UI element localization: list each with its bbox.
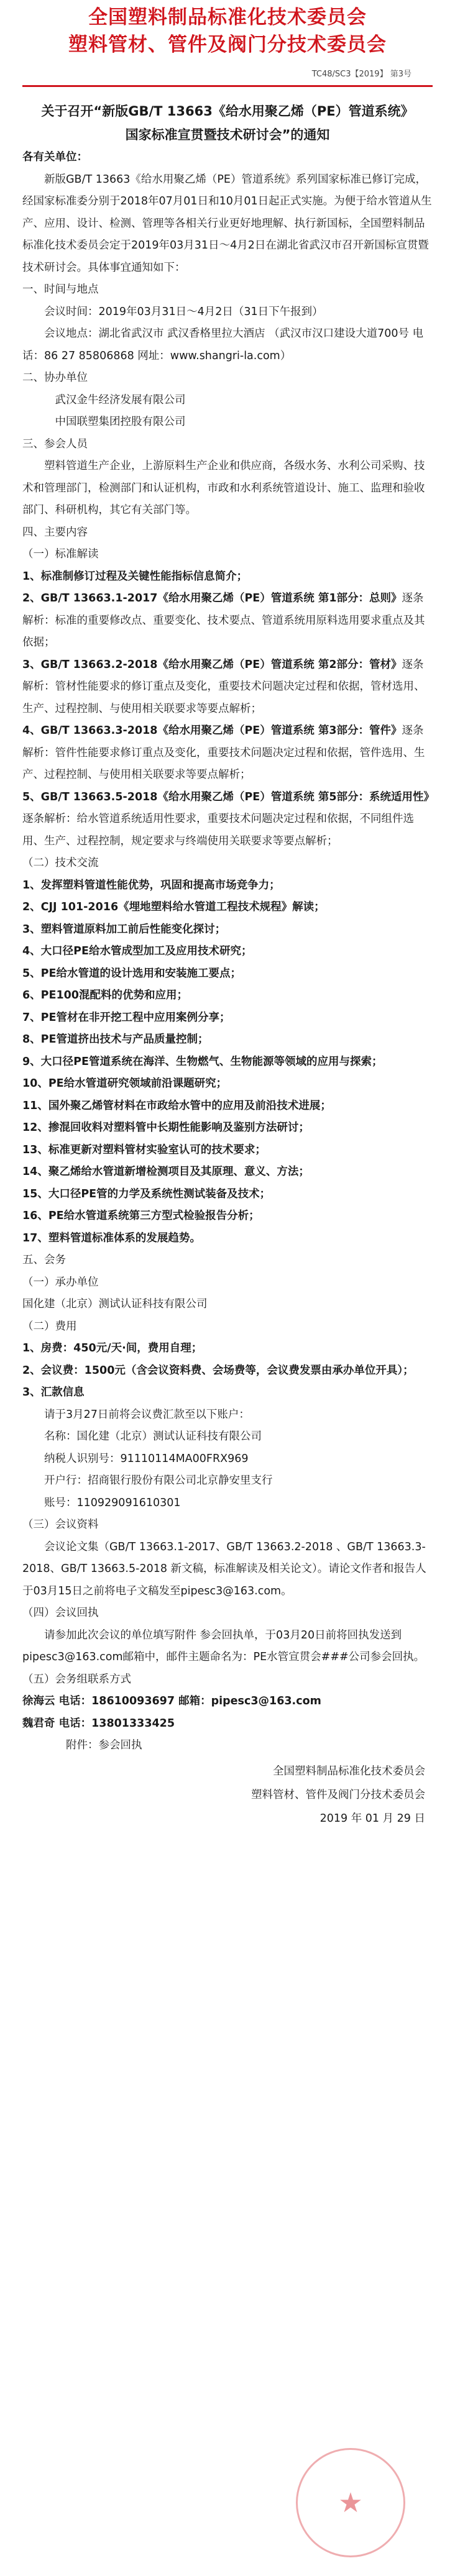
account-name: 名称：国化建（北京）测试认证科技有限公司 [44,1430,262,1443]
subsection-fees: （二）费用 [22,1320,77,1333]
fee-room: 1、房费：450元/天·间，费用自理； [22,1342,203,1354]
tech-topic: 5、PE给水管道的设计选用和安装施工要点； [22,967,241,980]
salutation: 各有关单位： [22,151,88,163]
content-item-4-text: 逐条解析：管件性能要求修订重点及变化，重要技术问题决定过程和依据，管件选用、生产、过程控制、与使用相关联要求等要点解析； [22,724,425,781]
content-item-5 [22,787,433,853]
section-2-heading: 二、协办单位 [22,372,88,384]
signature-org-2: 塑料管材、管件及阀门分技术委员会 [251,1788,425,1801]
tech-topic: 10、PE给水管道研究领域前沿课题研究； [22,1077,228,1090]
content-item-3-text: 逐条解析：管材性能要求的修订重点及变化，重要技术问题决定过程和依据，管材选用、生产、过程控制、与使用相关联要求等要点解析； [22,658,425,715]
signature-block [22,1760,433,1830]
contact-1: 徐海云 电话：18610093697 邮箱：pipesc3@163.com [22,1695,321,1707]
signature-date: 2019 年 01 月 29 日 [319,1812,425,1825]
subsection-receipt: （四）会议回执 [22,1607,99,1619]
title-line-1: 关于召开“新版GB/T 13663《给水用聚乙烯（PE）管道系统》 [41,104,414,119]
tech-topic: 16、PE给水管道系统第三方型式检验报告分析； [22,1210,260,1222]
section-4-heading: 四、主要内容 [22,526,88,539]
tech-topic: 12、掺混回收料对塑料管中长期性能影响及鉴别方法研讨； [22,1121,310,1134]
tech-topic: 1、发挥塑料管道性能优势，巩固和提高市场竞争力； [22,879,280,892]
section-3-heading: 三、参会人员 [22,437,88,450]
content-item-5-text: 逐条解析：给水管道系统适用性要求，重要技术问题决定过程和依据，不同组件选用、生产、过程控制，规定要求与终端使用关联要求等要点解析； [22,813,414,847]
tech-topic: 7、PE管材在非开挖工程中应用案例分享； [22,1011,231,1024]
official-seal-icon: ★ [296,2448,405,2557]
signature-org-1: 全国塑料制品标准化技术委员会 [273,1765,425,1778]
content-item-3 [22,654,433,721]
title-line-2: 国家标准宣贯暨技术研讨会”的通知 [125,127,330,142]
receipt-text: 请参加此次会议的单位填写附件 参会回执单，于03月20日前将回执发送到pipesc3@163.com邮箱中，邮件主题命名为：PE水管宣贯会###公司参会回执。 [22,1628,425,1663]
fee-conference: 2、会议费：1500元（含会议资料费、会场费等，会议费发票由承办单位开具）； [22,1364,414,1377]
materials-text: 会议论文集（GB/T 13663.1-2017、GB/T 13663.2-2018 、GB/T 13663.3-2018、GB/T 13663.5-2018 新文稿，标准解读及相关论文）。请论文作者和报告人于03月15日之前将电子文稿发至pipesc3@163.com。 [22,1540,426,1597]
subsection-technical-exchange: （二）技术交流 [22,857,99,869]
tech-topic: 9、大口径PE管道系统在海洋、生物燃气、生物能源等领域的应用与探索； [22,1055,383,1068]
content-item-4 [22,720,433,787]
content-item-2-title: 2、GB/T 13663.1-2017《给水用聚乙烯（PE）管道系统 第1部分：总则》 [22,592,402,605]
section-1-heading: 一、时间与地点 [22,283,99,296]
letterhead [22,0,433,58]
account-number: 账号：110929091610301 [44,1496,181,1509]
notice-body [22,147,433,1757]
meeting-place: 会议地点：湖北省武汉市 武汉香格里拉大酒店 （武汉市汉口建设大道700号 电话：86 27 85806868 网址：www.shangri-la.com） [22,327,424,362]
tech-topic: 13、标准更新对塑料管材实验室认可的技术要求； [22,1143,266,1156]
fee-remittance-heading: 3、汇款信息 [22,1386,85,1399]
subsection-contacts: （五）会务组联系方式 [22,1673,131,1686]
subsection-materials: （三）会议资料 [22,1519,99,1531]
technical-topics-list [22,875,433,1250]
subsection-standard-interpretation: （一）标准解读 [22,548,99,560]
co-organizer-2: 中国联塑集团控股有限公司 [55,416,186,428]
tech-topic: 14、聚乙烯给水管道新增检测项目及其原理、意义、方法； [22,1166,310,1178]
tech-topic: 4、大口径PE给水管成型加工及应用技术研究； [22,945,252,957]
subsection-host: （一）承办单位 [22,1276,99,1289]
tech-topic: 8、PE管道挤出技术与产品质量控制； [22,1033,209,1046]
tech-topic: 3、塑料管道原料加工前后性能变化探讨； [22,923,226,936]
contact-2: 魏君奇 电话：13801333425 [22,1717,175,1730]
tech-topic: 15、大口径PE管的力学及系统性测试装备及技术； [22,1187,271,1200]
bank-name: 开户行：招商银行股份有限公司北京静安里支行 [44,1474,273,1487]
tax-id: 纳税人识别号：91110114MA00FRX969 [44,1452,249,1465]
document-number: TC48/SC3【2019】 第3号 [311,70,411,79]
co-organizer-1: 武汉金牛经济发展有限公司 [55,393,186,406]
red-divider [22,85,433,87]
remittance-note: 请于3月27日前将会议费汇款至以下账户： [44,1408,250,1421]
content-item-2-text: 逐条解析：标准的重要修改点、重要变化、技术要点、管道系统用原料选用要求重点及其依据； [22,592,425,649]
content-item-1: 1、标准制修订过程及关键性能指标信息简介； [22,570,248,583]
tech-topic: 17、塑料管道标准体系的发展趋势。 [22,1231,201,1245]
letterhead-line-2: 塑料管材、管件及阀门分技术委员会 [68,34,387,56]
section-5-heading: 五、会务 [22,1254,66,1266]
content-item-5-title: 5、GB/T 13663.5-2018《给水用聚乙烯（PE）管道系统 第5部分：系统适用性》 [22,790,435,803]
attendees-text: 塑料管道生产企业，上游原料生产企业和供应商，各级水务、水利公司采购、技术和管理部门，检测部门和认证机构，市政和水利系统管道设计、施工、监理和验收部门、科研机构，其它有关部门等。 [22,460,425,516]
content-item-2 [22,588,433,654]
meeting-time: 会议时间：2019年03月31日～4月2日（31日下午报到） [44,305,323,318]
tech-topic: 6、PE100混配料的优势和应用； [22,989,188,1002]
tech-topic: 11、国外聚乙烯管材料在市政给水管中的应用及前沿技术进展； [22,1099,331,1112]
tech-topic: 2、CJJ 101-2016《埋地塑料给水管道工程技术规程》解读； [22,901,325,913]
host-organization: 国化建（北京）测试认证科技有限公司 [22,1298,208,1310]
content-item-4-title: 4、GB/T 13663.3-2018《给水用聚乙烯（PE）管道系统 第3部分：管件》 [22,724,402,737]
intro-paragraph: 新版GB/T 13663《给水用聚乙烯（PE）管道系统》系列国家标准已修订完成，经国家标准委分别于2018年07月01日和10月01日起正式实施。为便于给水管道从生产、应用、设计、检测、管理等各相关行业更好地理解、执行新国标，全国塑料制品标准化技术委员会定于2019年03月31日～4月2日在湖北省武汉市召开新国标宣贯暨技术研讨会。具体事宜通知如下： [22,173,432,274]
notice-title [22,99,433,147]
letterhead-line-1: 全国塑料制品标准化技术委员会 [88,6,367,29]
content-item-3-title: 3、GB/T 13663.2-2018《给水用聚乙烯（PE）管道系统 第2部分：管材》 [22,658,402,671]
attachment-note: 附件：参会回执 [66,1739,142,1752]
